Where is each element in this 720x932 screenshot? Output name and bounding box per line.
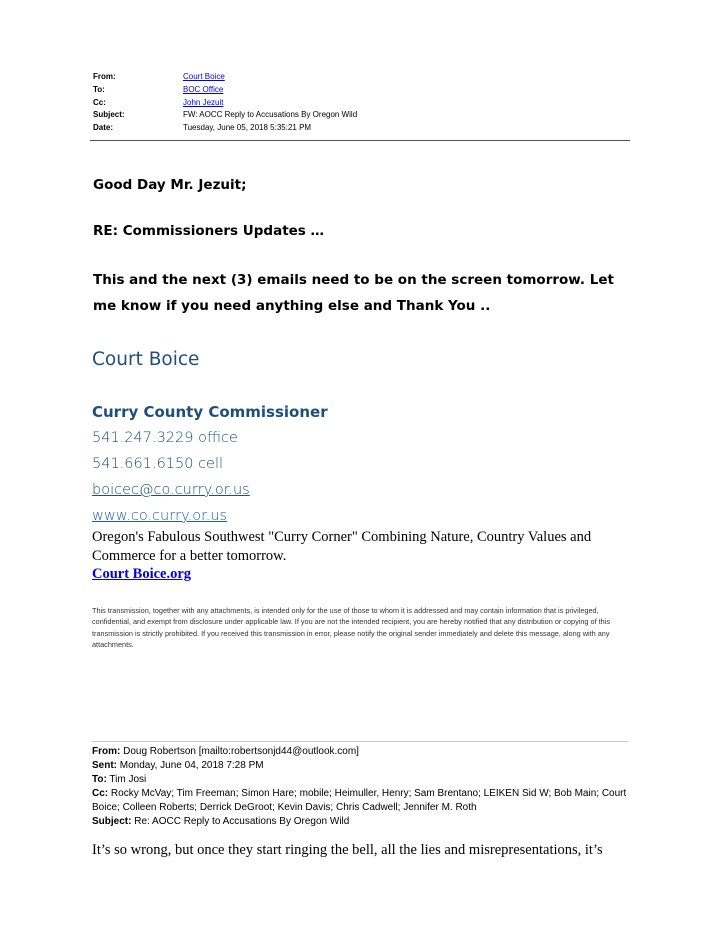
date-label: Date: (93, 123, 114, 133)
confidentiality-disclaimer: This transmission, together with any attachments, is intended only for the use of those to whom it is addressed and may contain information that is privileged, confidential, and exempt from disclosure under applicable law. If you are not the intended recipient, you are hereby notified that any distribution or copying of this transmission is strictly prohibited. If you received this transmission in error, please notify the original sender immediately and delete this message, along with any attachments. (92, 606, 610, 649)
fwd-cc-label: Cc: (92, 788, 109, 799)
header-subject-row (93, 109, 633, 122)
fwd-to-label: To: (92, 774, 107, 785)
signature-website-link[interactable]: www.co.curry.or.us (92, 508, 228, 524)
fwd-sent-row (92, 759, 632, 773)
greeting: Good Day Mr. Jezuit; (93, 177, 247, 193)
forwarded-header (92, 745, 632, 829)
cc-link[interactable]: John Jezuit (183, 97, 224, 107)
re-line: RE: Commissioners Updates … (93, 223, 325, 239)
fwd-sent-label: Sent: (92, 760, 117, 771)
fwd-from-label: From: (92, 746, 121, 757)
subject-value: FW: AOCC Reply to Accusations By Oregon Wild (183, 110, 358, 120)
to-label: To: (93, 84, 105, 94)
fwd-from-value: Doug Robertson [mailto:robertsonjd44@outlook.com] (123, 746, 359, 757)
header-from-row (93, 71, 633, 84)
court-boice-org-link[interactable]: Court Boice.org (92, 566, 192, 582)
from-link[interactable]: Court Boice (183, 72, 225, 81)
signature-cell-phone: 541.661.6150 cell (92, 456, 224, 472)
fwd-cc-value: Rocky McVay; Tim Freeman; Simon Hare; mobile; Heimuller, Henry; Sam Brentano; LEIKEN Sid W; Bob Main; Court Boice; Colleen Roberts; Derrick DeGroot; Kevin Davis; Chris Cadwell; Jennifer M. Roth (92, 788, 627, 813)
subject-label: Subject: (93, 110, 125, 120)
body-paragraph: This and the next (3) emails need to be on the screen tomorrow. Let me know if you need anything else and Thank You .. (93, 272, 614, 314)
fwd-to-value: Tim Josi (109, 774, 147, 785)
fwd-cc-row (92, 787, 632, 815)
fwd-from-row (92, 745, 632, 759)
email-header (93, 71, 633, 135)
header-to-row (93, 84, 633, 97)
signature-email-link[interactable]: boicec@co.curry.or.us (92, 482, 250, 498)
to-link[interactable]: BOC Office (183, 84, 224, 94)
signature-name: Court Boice (92, 349, 200, 370)
fwd-sent-value: Monday, June 04, 2018 7:28 PM (119, 760, 264, 771)
header-date-row (93, 122, 633, 135)
fwd-subject-value: Re: AOCC Reply to Accusations By Oregon Wild (134, 816, 350, 827)
fwd-subject-row (92, 815, 632, 829)
signature-title: Curry County Commissioner (92, 403, 328, 421)
cc-label: Cc: (93, 97, 106, 107)
signature-office-phone: 541.247.3229 office (92, 430, 238, 446)
from-label: From: (93, 72, 116, 81)
fwd-subject-label: Subject: (92, 816, 132, 827)
date-value: Tuesday, June 05, 2018 5:35:21 PM (183, 123, 312, 133)
forward-separator (92, 741, 628, 742)
header-divider (90, 140, 630, 141)
signature-tagline: Oregon's Fabulous Southwest "Curry Corner" Combining Nature, Country Values and Commerce for a better tomorrow. (92, 529, 592, 564)
forwarded-body-text: It’s so wrong, but once they start ringing the bell, all the lies and misrepresentations, it’s (92, 842, 603, 858)
fwd-to-row (92, 773, 632, 787)
header-cc-row (93, 97, 633, 110)
